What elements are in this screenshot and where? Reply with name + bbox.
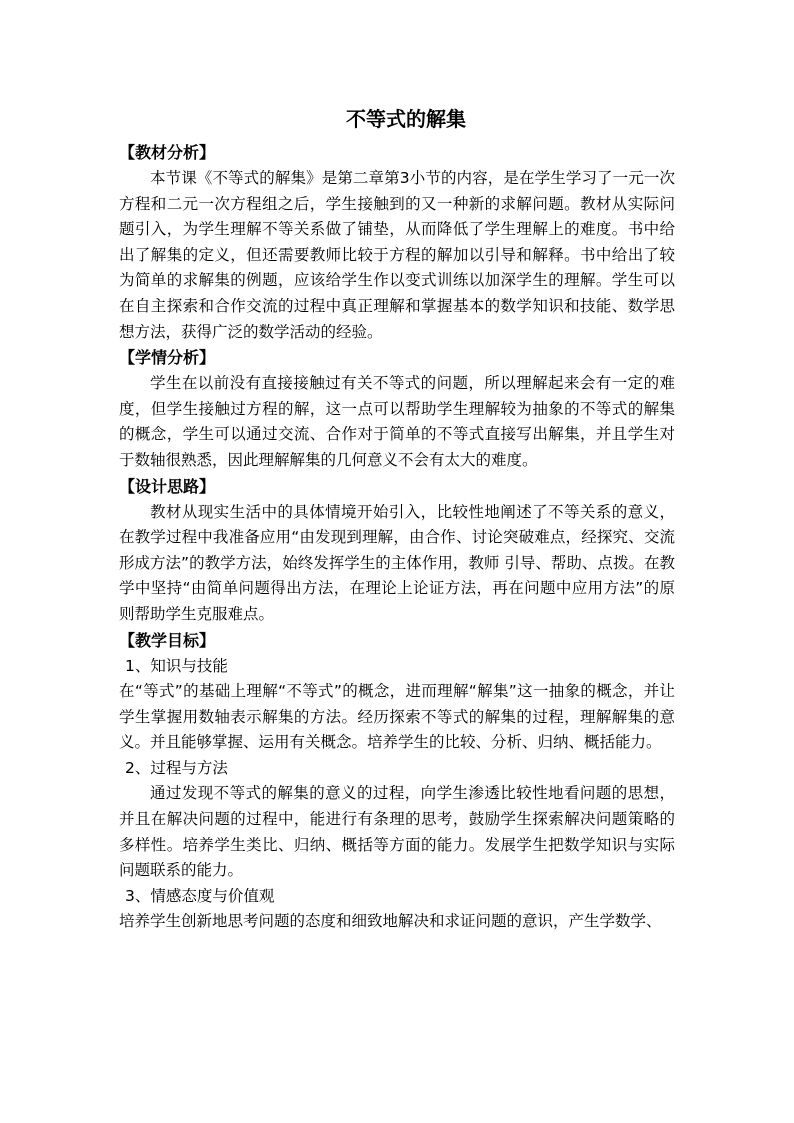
paragraph-student-analysis: 学生在以前没有直接接触过有关不等式的问题，所以理解起来会有一定的难度，但学生接触过方程的解，这一点可以帮助学生理解较为抽象的不等式的解集的概念，学生可以通过交流、合作对于简单的不等式直接写出解集，并且学生对于数轴很熟悉，因此理解解集的几何意义不会有太大的难度。 (119, 374, 675, 469)
goal-text-emotion-values: 培养学生创新地思考问题的态度和细致地解决和求证问题的意识，产生学数学、 (119, 912, 662, 931)
goal-text-knowledge-skills: 在“等式”的基础上理解“不等式”的概念，进而理解“解集”这一抽象的概念，并让学生掌握用数轴表示解集的方法。经历探索不等式的解集的过程，理解解集的意义。并且能够掌握、运用有关概念。培养学生的比较、分析、归纳、概括能力。 (119, 682, 675, 752)
goal-text-process-method: 通过发现不等式的解集的意义的过程，向学生渗透比较性地看问题的思想，并且在解决问题的过程中，能进行有条理的思考，鼓励学生探索解决问题策略的多样性。培养学生类比、归纳、概括等方面的能力。发展学生把数学知识与实际问题联系的能力。 (119, 784, 675, 880)
goal-label-emotion-values: 3、情感态度与价值观 (125, 886, 275, 905)
heading-design-idea: 【设计思路】 (119, 476, 216, 496)
heading-teaching-goals: 【教学目标】 (119, 630, 216, 650)
document-title: 不等式的解集 (346, 107, 466, 131)
goal-label-knowledge-skills: 1、知识与技能 (125, 656, 228, 675)
paragraph-design-idea: 教材从现实生活中的具体情境开始引入，比较性地阐述了不等关系的意义，在教学过程中我准备应用“由发现到理解，由合作、讨论突破难点，经探究、交流形成方法”的教学方法，始终发挥学生的主体作用，教师 引导、帮助、点拨。在教学中坚持“由简单问题得出方法，在理论上论证方法，再在问题中应用方法”的原则帮助学生克服难点。 (119, 502, 675, 623)
heading-student-analysis: 【学情分析】 (119, 348, 216, 368)
heading-textbook-analysis: 【教材分析】 (119, 143, 216, 162)
goal-label-process-method: 2、过程与方法 (125, 758, 228, 777)
document-page (119, 104, 675, 935)
paragraph-textbook-analysis: 本节课《不等式的解集》是第二章第3小节的内容，是在学生学习了一元一次方程和二元一次方程组之后，学生接触到的又一种新的求解问题。教材从实际问题引入，为学生理解不等关系做了铺垫，从而降低了学生理解上的难度。书中给出了解集的定义，但还需要教师比较于方程的解加以引导和解释。书中给出了较为简单的求解集的例题，应该给学生作以变式训练以加深学生的理解。学生可以在自主探索和合作交流的过程中真正理解和掌握基本的数学知识和技能、数学思想方法，获得广泛的数学活动的经验。 (119, 169, 675, 341)
